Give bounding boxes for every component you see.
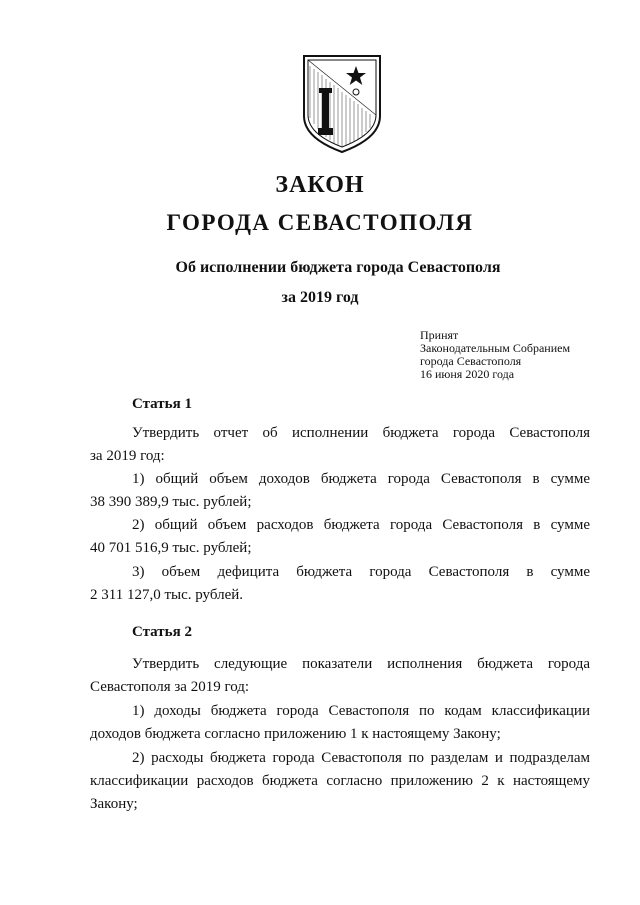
city-heading: ГОРОДА СЕВАСТОПОЛЯ (166, 210, 474, 235)
adoption-line: города Севастополя (420, 354, 522, 368)
law-heading: ЗАКОН (275, 172, 365, 198)
adoption-line: Принят (420, 328, 459, 342)
article-2-item-2-end: Закону; (90, 796, 138, 812)
article-1-item-1: 1) общий объем доходов бюджета города Севастополя в сумме (132, 471, 590, 487)
article-1-item-3: 3) объем дефицита бюджета города Севастополя в сумме (132, 564, 590, 580)
article-1-title: Статья 1 (132, 396, 192, 412)
adoption-date: 16 июня 2020 года (420, 367, 515, 381)
article-2-title: Статья 2 (132, 624, 192, 640)
article-2-intro-cont: Севастополя за 2019 год: (90, 679, 250, 695)
article-1-intro: Утвердить отчет об исполнении бюджета города Севастополя (132, 425, 590, 441)
sevastopol-coat-of-arms-icon (300, 54, 384, 154)
law-subject-line2: за 2019 год (281, 289, 359, 306)
article-2-item-1-cont: доходов бюджета согласно приложению 1 к настоящему Закону; (90, 726, 501, 742)
article-2-item-1: 1) доходы бюджета города Севастополя по кодам классификации (132, 703, 590, 719)
article-1-intro-cont: за 2019 год: (90, 448, 165, 464)
article-2-item-2-cont: классификации расходов бюджета согласно приложению 2 к настоящему (90, 773, 590, 789)
article-1-item-3-value: 2 311 127,0 тыс. рублей. (90, 587, 244, 603)
adoption-note (420, 329, 570, 381)
article-2-intro: Утвердить следующие показатели исполнения бюджета города (132, 656, 590, 672)
article-1-item-2: 2) общий объем расходов бюджета города Севастополя в сумме (132, 517, 590, 533)
article-1-item-2-value: 40 701 516,9 тыс. рублей; (90, 540, 252, 556)
article-1-item-1-value: 38 390 389,9 тыс. рублей; (90, 494, 252, 510)
article-2-item-2: 2) расходы бюджета города Севастополя по разделам и подразделам (132, 750, 590, 766)
law-subject-line1: Об исполнении бюджета города Севастополя (175, 259, 501, 276)
adoption-line: Законодательным Собранием (420, 341, 571, 355)
